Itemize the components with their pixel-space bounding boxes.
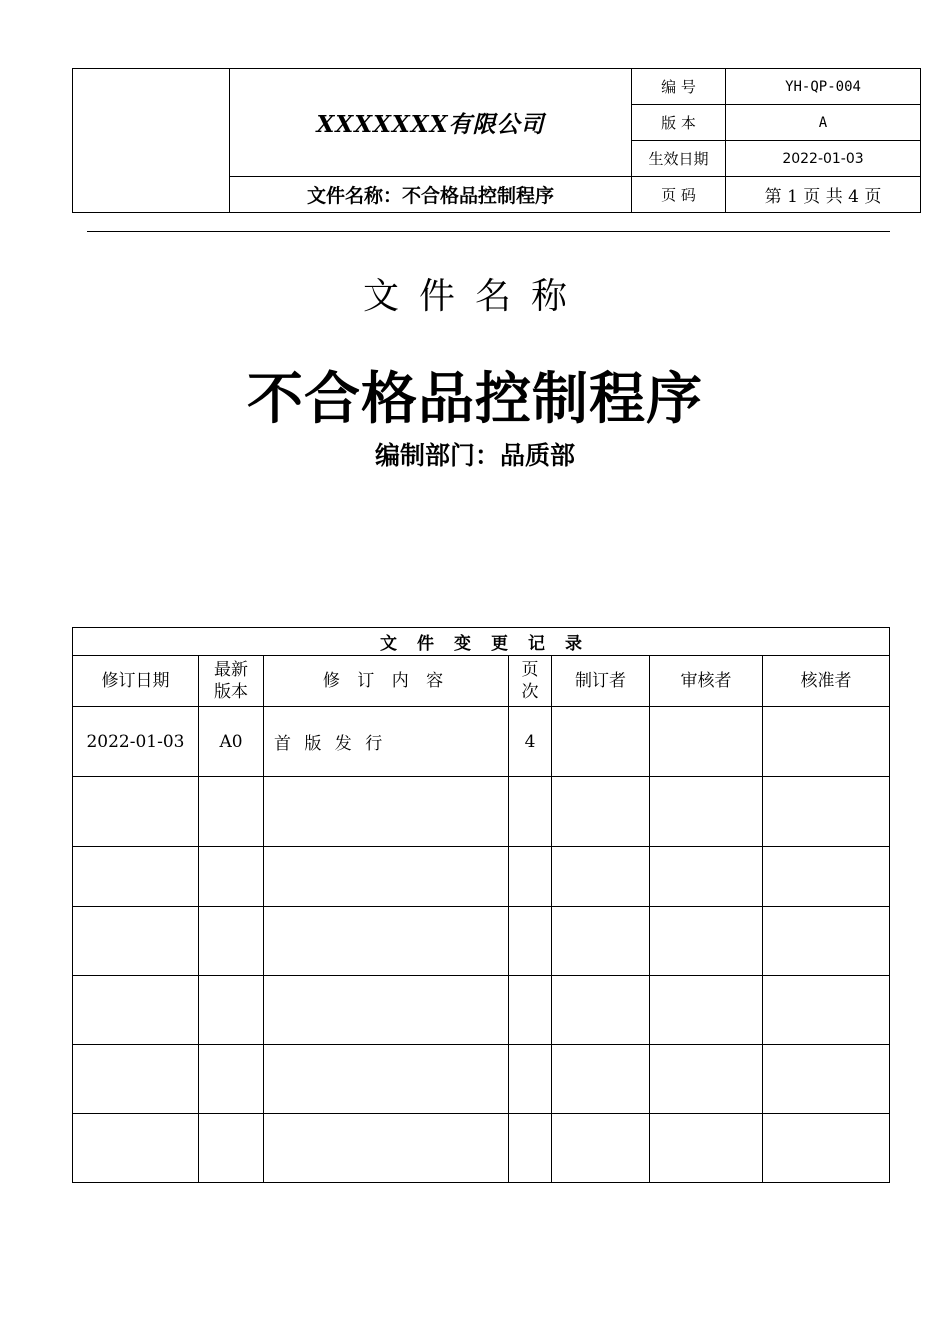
column-header: 制订者 — [552, 656, 650, 707]
version-cell — [199, 907, 264, 976]
pages-cell — [509, 1045, 552, 1114]
doc-name: 文件名称：不合格品控制程序 — [230, 177, 632, 213]
reviewer-cell — [650, 847, 763, 907]
content-cell — [264, 1045, 509, 1114]
pages-cell — [509, 976, 552, 1045]
company-name: XXXXXXX有限公司 — [230, 69, 632, 177]
revision-date-cell — [73, 976, 199, 1045]
author-cell — [552, 777, 650, 847]
column-header: 修订日期 — [73, 656, 199, 707]
logo-cell — [73, 69, 230, 213]
reviewer-cell — [650, 907, 763, 976]
table-row — [73, 907, 890, 976]
cover-heading: 文件名称 — [362, 276, 587, 317]
content-cell — [264, 847, 509, 907]
pages-cell — [509, 1114, 552, 1183]
reviewer-cell — [650, 1114, 763, 1183]
version-cell — [199, 1114, 264, 1183]
version-cell — [199, 1045, 264, 1114]
revision-date-cell — [73, 907, 199, 976]
revision-date-cell — [73, 1114, 199, 1183]
table-row — [73, 777, 890, 847]
author-cell — [552, 1045, 650, 1114]
reviewer-cell — [650, 1045, 763, 1114]
revision-date-cell — [73, 777, 199, 847]
effective-date-value: 2022-01-03 — [726, 141, 921, 177]
version-cell — [199, 847, 264, 907]
effective-date-label: 生效日期 — [632, 141, 726, 177]
table-row — [73, 1114, 890, 1183]
version-cell — [199, 777, 264, 847]
revision-date-cell: 2022-01-03 — [73, 707, 199, 777]
column-header: 审核者 — [650, 656, 763, 707]
approver-cell — [763, 976, 890, 1045]
reviewer-cell — [650, 976, 763, 1045]
version-cell — [199, 976, 264, 1045]
approver-cell — [763, 1045, 890, 1114]
page-label: 页 码 — [632, 177, 726, 213]
content-cell — [264, 907, 509, 976]
document-header-table — [72, 68, 921, 213]
revision-table-caption: 文件变更记录 — [73, 628, 890, 656]
approver-cell — [763, 1114, 890, 1183]
department-line: 编制部门：品质部 — [374, 441, 575, 470]
content-cell — [264, 976, 509, 1045]
pages-cell — [509, 847, 552, 907]
content-cell: 首 版 发 行 — [264, 707, 509, 777]
doc-number-label: 编 号 — [632, 69, 726, 105]
column-header: 页次 — [509, 656, 552, 707]
table-row — [73, 1045, 890, 1114]
table-row — [73, 976, 890, 1045]
column-header: 核准者 — [763, 656, 890, 707]
reviewer-cell — [650, 707, 763, 777]
column-header: 修 订 内 容 — [264, 656, 509, 707]
pages-cell: 4 — [509, 707, 552, 777]
table-row — [73, 707, 890, 777]
revision-record-table — [72, 627, 890, 1183]
column-header: 最新版本 — [199, 656, 264, 707]
pages-cell — [509, 907, 552, 976]
pages-cell — [509, 777, 552, 847]
author-cell — [552, 907, 650, 976]
content-cell — [264, 777, 509, 847]
cover-title: 不合格品控制程序 — [247, 367, 703, 432]
version-value: A — [726, 105, 921, 141]
reviewer-cell — [650, 777, 763, 847]
doc-number-value: YH-QP-004 — [726, 69, 921, 105]
author-cell — [552, 707, 650, 777]
approver-cell — [763, 777, 890, 847]
version-label: 版 本 — [632, 105, 726, 141]
author-cell — [552, 847, 650, 907]
version-cell: A0 — [199, 707, 264, 777]
revision-date-cell — [73, 847, 199, 907]
revision-date-cell — [73, 1045, 199, 1114]
table-row — [73, 847, 890, 907]
approver-cell — [763, 707, 890, 777]
content-cell — [264, 1114, 509, 1183]
page-value: 第 1 页 共 4 页 — [726, 177, 921, 213]
header-divider — [87, 231, 890, 232]
author-cell — [552, 976, 650, 1045]
approver-cell — [763, 847, 890, 907]
revision-header-row — [73, 656, 890, 707]
author-cell — [552, 1114, 650, 1183]
approver-cell — [763, 907, 890, 976]
